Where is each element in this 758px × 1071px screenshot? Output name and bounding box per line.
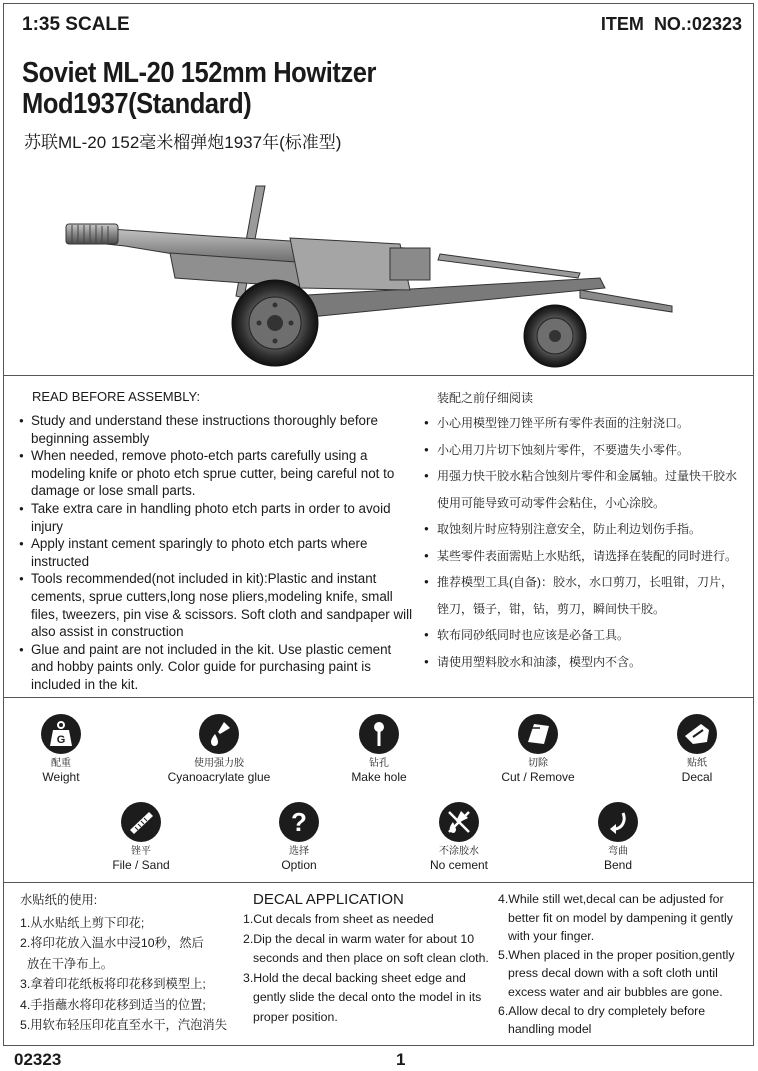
decal-en-section-right [498,890,753,1039]
list-item-continued: 锉刀，镊子，钳，钻，剪刀，瞬间快干胶。 [437,601,666,616]
legend-decal [627,714,758,784]
legend-option [229,802,369,872]
decal-en-line: better fit on model by dampening it gently [508,910,733,925]
list-item: ● 小心用刀片切下蚀刻片零件，不要遗失小零件。 [424,437,749,464]
list-item: ● 小心用模型锉刀锉平所有零件表面的注射浇口。 [424,410,749,437]
list-item: ● 某些零件表面需贴上水贴纸，请选择在装配的同时进行。 [424,543,749,570]
bend-icon [598,802,638,842]
legend-bend-zh: 弯曲 [608,846,628,857]
legend-drill-en: Make hole [351,770,407,784]
decal-en-heading: DECAL APPLICATION [253,891,404,908]
legend-no-cement [389,802,529,872]
legend-option-zh: 选择 [289,846,309,857]
decal-cn-line: 1.从水贴纸上剪下印花; [20,915,145,930]
decal-en-line: 2.Dip the decal in warm water for about 10 [243,931,475,946]
read-before-list-cn [424,410,749,675]
decal-cn-line: 3.拿着印花纸板将印花移到模型上; [20,977,206,991]
list-item-continued: 使用可能导致可动零件会粘住，小心涂胶。 [437,495,666,510]
decal-en-line: 3.Hold the decal backing sheet edge and [243,970,466,985]
legend-bend [548,802,688,872]
weight-icon [41,714,81,754]
legend-file-zh: 锉平 [131,846,151,857]
list-item: ● 推荐模型工具(自备)：胶水，水口剪刀，长咀钳，刀片， [424,569,749,596]
legend-glue [149,714,289,784]
read-before-heading-cn: 装配之前仔细阅读 [437,391,534,405]
howitzer-illustration [60,178,680,373]
legend-decal-en: Decal [681,770,713,784]
title-line-1: Soviet ML-20 152mm Howitzer [22,57,377,89]
legend-glue-en: Cyanoacrylate glue [167,770,271,784]
footer-code: 02323 [14,1050,62,1069]
read-before-list [19,412,415,694]
list-item: ● Study and understand these instructions thoroughly before beginning assembly [19,412,415,447]
legend-cut-en: Cut / Remove [501,770,575,784]
title-chinese: 苏联ML-20 152毫米榴弹炮1937年(标准型) [24,133,342,152]
decal-en-line: gently slide the decal onto the model in its [253,990,482,1004]
weight-glyph: G [56,734,66,746]
legend-weight-zh: 配重 [51,758,71,769]
decal-en-line: with your finger. [508,929,595,944]
decal-icon [677,714,717,754]
legend-cut [468,714,608,784]
page-title [22,58,376,120]
decal-cn-line: 5.用软布轻压印花直至水干，汽泡消失 [20,1018,228,1032]
file-icon [121,802,161,842]
list-item [424,596,749,623]
decal-cn-line: 2.将印花放入温水中浸10秒，然后 [20,936,204,950]
cut-icon [518,714,558,754]
scale-label: 1:35 SCALE [22,14,130,35]
read-before-heading: READ BEFORE ASSEMBLY: [32,389,201,404]
legend-cut-zh: 切除 [528,758,548,769]
list-item: ● 用强力快干胶水粘合蚀刻片零件和金属轴。过量快干胶水 [424,463,749,490]
legend-glue-zh: 使用强力胶 [194,758,244,769]
decal-en-line: 5.When placed in the proper position,gently [498,947,735,962]
decal-cn-line: 4.手指蘸水将印花移到适当的位置; [20,997,206,1012]
page-number: 1 [396,1050,406,1069]
legend-file-en: File / Sand [112,858,170,872]
legend-drill [309,714,449,784]
decal-cn-heading: 水贴纸的使用: [20,893,98,907]
divider-3 [3,882,754,883]
question-icon [279,802,319,842]
title-line-2: Mod1937(Standard) [22,88,252,120]
item-no: NO.:02323 [653,14,742,34]
decal-en-section [243,890,498,1027]
decal-cn-section [20,891,240,1036]
decal-en-line: seconds and then place on soft clean cloth. [253,951,489,965]
decal-en-line: press decal down with a soft cloth until [508,966,718,981]
decal-en-line: excess water and air bubbles are gone. [508,984,723,999]
question-glyph: ? [291,807,307,837]
drill-icon [359,714,399,754]
legend-weight-en: Weight [42,770,80,784]
decal-cn-line: 放在干净布上。 [27,956,114,971]
decal-en-line: 1.Cut decals from sheet as needed [243,912,434,926]
no-cement-icon [439,802,479,842]
legend-file [71,802,211,872]
decal-en-line: handling model [508,1022,592,1037]
list-item [424,490,749,517]
list-item: ● 软布同砂纸同时也应该是必备工具。 [424,622,749,649]
item-label: ITEM [600,14,644,34]
legend-drill-zh: 钻孔 [369,758,389,769]
list-item: ● When needed, remove photo-etch parts carefully using a modeling knife or photo etch sprue cutter, being careful not to damage or lose small parts. [19,447,415,500]
decal-en-line: 4.While still wet,decal can be adjusted for [498,892,724,906]
list-item: ● Glue and paint are not included in the kit. Use plastic cement and hobby paints only. Color guide for purchasing paint is included in the kit. [19,641,415,694]
legend-bend-en: Bend [603,858,633,872]
list-item: ● 取蚀刻片时应特别注意安全，防止利边划伤手指。 [424,516,749,543]
decal-en-line: proper position. [253,1009,338,1024]
legend-decal-zh: 贴纸 [687,758,707,769]
legend-no-cement-zh: 不涂胶水 [439,846,479,857]
list-item: ● 请使用塑料胶水和油漆，模型内不含。 [424,649,749,676]
decal-en-line: 6.Allow decal to dry completely before [498,1003,706,1018]
list-item: ● Apply instant cement sparingly to photo etch parts where instructed [19,535,415,570]
item-number [601,14,742,35]
legend-no-cement-en: No cement [429,858,489,872]
legend-weight [0,714,131,784]
list-item: ● Tools recommended(not included in kit):Plastic and instant cements, sprue cutters,long nose pliers,modeling knife, small files, tweezers, pin vise & scissors. Soft cloth and sandpaper will also assist in construction [19,570,415,640]
list-item: ● Take extra care in handling photo etch parts in order to avoid injury [19,500,415,535]
glue-drop-icon [199,714,239,754]
legend-option-en: Option [281,858,317,872]
divider-1 [3,375,754,376]
divider-2 [3,697,754,698]
